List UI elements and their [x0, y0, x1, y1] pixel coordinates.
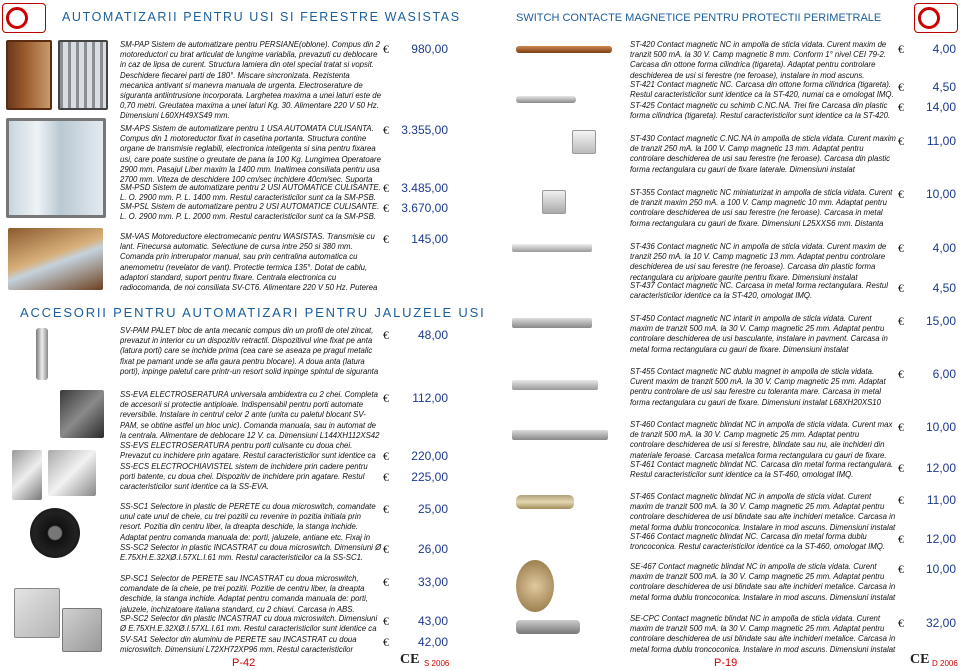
window-shutter-image-2 — [58, 40, 108, 110]
product-price: 32,00 — [925, 616, 956, 630]
euro-icon: € — [383, 502, 389, 516]
key-selector-aluminium-image — [62, 608, 102, 652]
euro-icon: € — [383, 232, 389, 246]
euro-icon: € — [898, 281, 904, 295]
lock-accessory-image — [12, 450, 42, 500]
securvera-logo-right — [914, 3, 958, 33]
euro-icon: € — [383, 328, 389, 342]
skylight-motor-image — [8, 228, 103, 290]
product-price: 10,00 — [925, 187, 956, 201]
euro-icon: € — [383, 42, 389, 56]
armored-contact-image — [512, 430, 608, 440]
product-price: 225,00 — [411, 470, 448, 484]
ce-mark-icon: CE — [910, 652, 930, 667]
product-price: 6,00 — [932, 367, 956, 381]
euro-icon: € — [898, 80, 904, 94]
product-price: 980,00 — [411, 42, 448, 56]
product-desc: SP-SC2 Selector din plastic INCASTRAT cu doua microswitch. Dimensiuni Ø E.75XH.E.32XØ.I.57XL.I.61 mm. Restul caracteristicilor sunt identice ca — [120, 614, 378, 634]
product-price: 112,00 — [412, 391, 448, 405]
euro-icon: € — [383, 181, 389, 195]
euro-icon: € — [898, 187, 904, 201]
product-price: 12,00 — [925, 461, 956, 475]
product-desc: SM-PSD Sistem de automatizare pentru 2 USI AUTOMATICE CULISANTE. L. O. 2900 mm. P. L. 1400 mm. Restul caracteristicilor sunt ca la SM-PSB. — [120, 183, 381, 203]
right-page — [480, 0, 960, 671]
product-desc: ST-437 Contact magnetic NC. Carcasa in metal forma rectangulara. Restul caracteristicilor identice ca la ST-420, omologat IMQ. — [630, 281, 888, 301]
euro-icon: € — [383, 449, 389, 463]
product-desc: SE-CPC Contact magnetic blindat NC in ampolla de sticla vidata. Curent maxim de tranzit 500 mA. la 30 V. Camp magnetic 25 mm. Adaptat pentru controlare deschiderea de usi blindate sau alte inchideri metalice. Carcasa in metal forma dublu troncoconica. Instalare in mod ascuns. Dimensiuni instalat — [630, 614, 896, 654]
product-desc: SS-SC2 Selector in plastic INCASTRAT cu doua microswitch. Dimensiuni Ø E.75XH.E.32XØ.I.57XL.I.61 mm. Restul caracteristicilor ca la SS-SC1. — [120, 543, 382, 563]
product-desc: SM-PAP Sistem de automatizare pentru PERSIANE(oblone). Compus din 2 motoreductori cu brat articulat de lungime variabila, prevazuti cu deblocare in caz de lipsa de curent. Structura lamiera din otel special tratat si vopsit. Deschidere fiecarei parti de 180°. Miscare sincronizata. Rezistenta mecanica antivant si manevra manuala de urgenta. Electroserature de siguranta antiintrusione incorporata. Larghetea maxima a unei laturi este de 0,70 metri. Greutatea maxima a unei laturi Kg. 30. Alimentare 220 V 50 Hz. Dimensiuni L60XH49XS49 mm. — [120, 40, 381, 121]
right-page-title: SWITCH CONTACTE MAGNETICE PENTRU PROTECTII PERIMETRALE — [516, 12, 882, 24]
product-desc: ST-461 Contact magnetic blindat NC. Carcasa din metal forma rectangulara. Restul caracteristicilor sunt identice ca la ST-460, omologat IMQ. — [630, 460, 894, 480]
page-number: P-19 — [714, 657, 738, 669]
product-price: 12,00 — [925, 532, 956, 546]
euro-icon: € — [383, 470, 389, 484]
product-price: 11,00 — [926, 493, 956, 507]
key-selector-abs-image — [14, 588, 60, 638]
product-desc: ST-420 Contact magnetic NC in ampolla de sticla vidata. Curent maxim de tranzit 500 mA. la 30 V. Camp magnetic 8 mm. Conform 1° nivel CEI 79-2. Carcasa din ottone forma cilindrica (tigareta). Adaptat pentru controlare deschiderea de usi si ferestre (ne feroase), instalare in mod ascuns. — [630, 40, 887, 80]
product-price: 43,00 — [417, 614, 448, 628]
product-desc: SM-PSL Sistem de automatizare pentru 2 USI AUTOMATICE CULISANTE. L. O. 2900 mm. P. L. 2000 mm. Restul caracteristicilor sunt ca la SM-PSB. — [120, 202, 380, 222]
rect-contact-image — [542, 190, 566, 214]
product-price: 33,00 — [417, 575, 448, 589]
product-price: 42,00 — [417, 635, 448, 649]
flat-contact-image — [512, 318, 592, 328]
ce-mark-icon: CE — [400, 652, 420, 667]
product-desc: ST-465 Contact magnetic blindat NC in ampolla de sticla vidat. Curent maxim de tranzit 500 mA. la 30 V. Camp magnetic 25 mm. Adaptat pentru controlare deschiderea de usi blindate sau alte inchideri metalice. Carcasa in metal forma dublu troncoconica. Instalare in mod ascuns. Dimensiuni instalat — [630, 492, 896, 532]
securvera-logo-left — [2, 3, 46, 33]
product-price: 14,00 — [925, 100, 956, 114]
product-desc: SV-PAM PALET bloc de anta mecanic compus din un profil de otel zincat, prevazut in interior cu un dispozitiv retractil. Dispozitivul vine fixat pe anta (latura porti) care se inchide prima (cea care se aseaza pe pragul metalic fixat pe pamant unde se afla gaura pentru blocare). A doua anta (latura porti), inpinge paletul care printr-un resort solid inpinge spintul de siguranta — [120, 326, 379, 376]
window-shutter-image — [6, 40, 52, 110]
product-price: 4,50 — [932, 281, 956, 295]
product-desc: ST-421 Contact magnetic NC. Carcasa din ottone forma cilindrica (tigareta). Restul caracteristicilor sunt identice ca la ST-420, numai ca e omologat IMQ. — [630, 80, 894, 100]
flat-contact-image — [512, 244, 592, 252]
product-desc: SV-SA1 Selector din aluminiu de PERETE sau INCASTRAT cu doua microswitch. Dimensiuni L72XH72XP96 mm. Restul caracteristicilor — [120, 635, 357, 655]
product-desc: SS-SC1 Selectore in plastic de PERETE cu doua microswitch, comandate unul cate unul de cheie, cu trei pozitii cu revenire in pozitia initiala prin resort. Pozitia din centru liber, la dreapta deschide, la stanga inchide. Adaptat pentru comanda manuala de: porti, jaluzele, antiane etc. Fixaj in — [120, 502, 376, 542]
product-desc: SS-EVS ELECTROSERATURA pentru porti culisante cu doua chei. Prevazut cu inchidere prin agatare. Restul caracteristicilor sunt identice ca — [120, 441, 376, 461]
product-desc: ST-455 Contact magnetic NC dublu magnet in ampolla de sticla vidata. Curent maxim de tranzit 500 mA. la 30 V. Camp magnetic 25 mm. Adaptat pentru controlare de usi sau ferestre cu toleranta mare. Carcasa in metal forma rectangulara cu gauri de fixare. Dimensiuni instalat L68XH20XS10 — [630, 367, 886, 407]
edition-year: S 2006 — [424, 659, 450, 668]
gate-bolt-image — [36, 328, 48, 380]
cylinder-contact-image — [516, 96, 576, 103]
euro-icon: € — [898, 314, 904, 328]
product-desc: ST-460 Contact magnetic blindat NC in ampolla de sticla vidata. Curent max de tranzit 500 mA. la 30 V. Camp magnetic 25 mm. Adaptat pentru controlare deschiderea de usi si ferestre, blindate sau nu, ale inchideri din materiale feroase. Carcasa metalica forma rectangulara cu gauri de fixare. — [630, 420, 893, 460]
lock-accessory-image-2 — [48, 450, 96, 496]
euro-icon: € — [383, 123, 389, 137]
product-price: 10,00 — [925, 420, 956, 434]
cylinder-contact-image — [516, 46, 612, 53]
product-price: 25,00 — [417, 502, 448, 516]
euro-icon: € — [898, 241, 904, 255]
product-price: 26,00 — [417, 542, 448, 556]
electric-lock-image — [60, 390, 104, 438]
product-price: 145,00 — [411, 232, 448, 246]
armored-contact-image — [516, 495, 574, 509]
product-desc: ST-425 Contact magnetic cu schimb C.NC.NA. Trei fire Carcasa din plastic forma cilindrica (tigareta). Restul caracteristicilor sunt identice ca la ST-420. — [630, 101, 891, 121]
product-price: 4,00 — [932, 241, 956, 255]
product-price: 15,00 — [925, 314, 956, 328]
left-page-title: AUTOMATIZARII PENTRU USI SI FERESTRE WASISTAS — [62, 10, 461, 24]
accessories-section-title: ACCESORII PENTRU AUTOMATIZARI PENTRU JALUZELE USI — [20, 305, 486, 320]
product-desc: ST-355 Contact magnetic NC miniaturizat in ampolla de sticla vidata. Curent de tranzit maxim 250 mA. a 100 V. Camp magnetic 10 mm. Adaptat pentru controlare deschiderea de usi sau ferestre (ne feroase). Carcasa in metal forma rectangulara cu gauri de fixare. Dimensiuni L25XXS6 mm. Distanta — [630, 188, 893, 228]
euro-icon: € — [898, 562, 904, 576]
euro-icon: € — [383, 635, 389, 649]
euro-icon: € — [898, 616, 904, 630]
product-price: 3.670,00 — [401, 201, 448, 215]
product-price: 220,00 — [411, 449, 448, 463]
product-desc: ST-450 Contact magnetic NC intarit in ampolla de sticla vidata. Curent maxim de tranzit 500 mA. la 30 V. Camp magnetic 25 mm. Adaptat pentru controlare deschiderea de usi basculante, instalare in pavment. Carcasa in metal forma rectangulara cu gauri de fixare. Dimensiuni instalat — [630, 314, 888, 354]
product-desc: SP-SC1 Selector de PERETE sau INCASTRAT cu doua microswitch, comandate de la cheie, pe trei pozitii. Pozitie de centru liber, la dreapta deschide, la stanga inchide. Adaptat pentru comanda manuala de: porti, jaluzele, inchizatoare italiana standard, cu 2 chiavi. Carcasa in ABS. — [120, 574, 369, 614]
product-desc: SS-ECS ELECTROCHIAVISTEL sistem de inchidere prin cadere pentru porti batente, cu doua chei. Dispozitiv de inchidere prin agatare. Restul caracteristicilor sunt identice ca la SS-EVA. — [120, 462, 368, 492]
armored-contact-image — [516, 620, 580, 634]
product-price: 4,50 — [932, 80, 956, 94]
euro-icon: € — [383, 542, 389, 556]
product-price: 10,00 — [925, 562, 956, 576]
armored-contact-image — [516, 560, 554, 612]
rect-contact-image — [572, 130, 596, 154]
product-price: 48,00 — [417, 328, 448, 342]
euro-icon: € — [383, 614, 389, 628]
product-desc: SM-VAS Motoreductore electromecanic pentru WASISTAS. Transmisie cu lant. Finecursa automatic. Selectiune de cursa intre 250 si 380 mm. Comanda prin intrerupator manual, sau prin centralina automatica cu anemometru (revelator de vant). Protectie termica 135°. Dotat de cablu, adaptori standard, suport pentru fixare. Centrala electronica cu radiocomanda, de noi consiliata SV-CT6. Alimentare 220 V 50 Hz. Puterea — [120, 232, 378, 293]
euro-icon: € — [898, 493, 904, 507]
product-price: 4,00 — [932, 42, 956, 56]
euro-icon: € — [383, 391, 389, 405]
product-price: 11,00 — [926, 134, 956, 148]
euro-icon: € — [383, 575, 389, 589]
product-desc: ST-436 Contact magnetic NC in ampolla de sticla vidata. Curent maxim de tranzit 250 mA. la 10 V. Camp magnetic 13 mm. Adaptat pentru controlare deschiderea de usi sau ferestre (ne feroase). Carcasa din plastic forma rectangulara cu aripioare gaurite pentru fixare. Dimensiuni instalat — [630, 242, 887, 282]
product-desc: ST-466 Contact magnetic blindat NC. Carcasa din metal forma dublu troncoconica. Restul caracteristicilor identice ca la ST-460, omologat IMQ. — [630, 532, 885, 552]
product-price: 3.355,00 — [401, 123, 448, 137]
euro-icon: € — [383, 201, 389, 215]
euro-icon: € — [898, 100, 904, 114]
key-selector-round-image — [30, 508, 80, 558]
flat-contact-image — [512, 380, 598, 390]
product-desc: ST-430 Contact magnetic C.NC.NA in ampolla de sticla vidata. Curent maxim de tranzit 250 mA. la 100 V. Camp magnetic 13 mm. Adaptat pentru controlare deschiderea de usi sau ferestre (ne feroase). Carcasa din plastic forma rectangulara cu gauri de fixare laterale. Dimensiuni instalat — [630, 134, 896, 174]
euro-icon: € — [898, 134, 904, 148]
euro-icon: € — [898, 420, 904, 434]
sliding-door-image — [6, 118, 106, 218]
euro-icon: € — [898, 367, 904, 381]
euro-icon: € — [898, 461, 904, 475]
euro-icon: € — [898, 42, 904, 56]
product-desc: SM-APS Sistem de automatizare pentru 1 USA AUTOMATA CULISANTA. Compus din 1 motoreductor fixat in casetina portanta. Structura contine organe de transmisie reglabili, electronica inteligenta si sina pentru fixarea usi, care poate sustine o greutate de pana la 100 Kg. Lungimea Operatoare 2900 mm. Pasajul Liber maxim la 1400 mm. Inaltimea consiliata pentru usa 2700 mm. Viteza de deschidere 100 cm/sec inchidere 40cm/sec. Suporta — [120, 124, 381, 185]
edition-year: D 2006 — [932, 659, 958, 668]
product-price: 3.485,00 — [401, 181, 448, 195]
product-desc: SS-EVA ELECTROSERATURA universala ambidextra cu 2 chei. Completa de accesorii si protectie antiploaie. Indispensabil pentru porti automate reversibile. Instalare in centrul celor 2 ante (unita cu paletul blocant SV-PAM, se obtine astfel un bloc unic). Comanda manuala, sau in automat de la centrala. Alimentare de deblocare 12 V. ca. Dimensiuni L144XH112XS42 — [120, 390, 380, 440]
product-desc: SE-467 Contact magnetic blindat NC in ampolla de sticla vidata. Curent maxim de tranzit 500 mA. la 30 V. Camp magnetic 25 mm. Adaptat pentru controlare deschiderea de usi blindate sau alte inchideri metalice. Carcasa in metal forma dublu troncoconica. Instalare in mod ascuns. Dimensiuni instalat — [630, 562, 896, 602]
page-number: P-42 — [232, 657, 256, 669]
euro-icon: € — [898, 532, 904, 546]
